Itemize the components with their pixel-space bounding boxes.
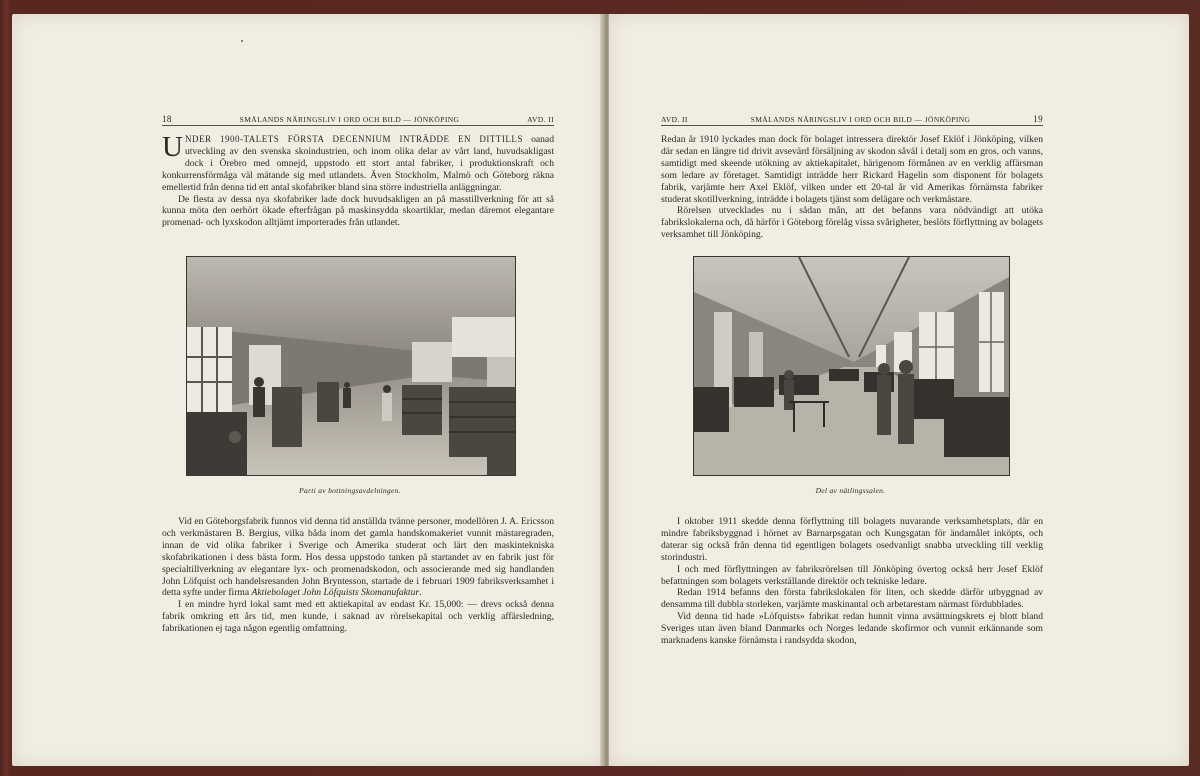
running-title: SMÅLANDS NÄRINGSLIV I ORD OCH BILD — JÖNKÖPING: [750, 115, 971, 124]
paragraph: Vid denna tid hade »Löfquists» fabrikat redan hunnit vinna avsättningskrets ej blott bland Sveriges utan även bland Danmarks och Norges ledande skofirmor och vunnit erkännande som marknadens kanske förnämsta i randsydda skodon,: [661, 611, 1043, 647]
drop-cap: U: [162, 131, 183, 163]
paragraph: Rörelsen utvecklades nu i sådan mån, att det befanns vara nödvändigt att utöka fabrikslokalerna och, då härför i Göteborg förelåg vissa svårigheter, beslöts förflyttning av bolagets verksamhet till Jönköping.: [661, 205, 1043, 241]
photo-caption: Parti av bottningsavdelningen.: [299, 486, 401, 495]
paragraph: I oktober 1911 skedde denna förflyttning till bolagets nuvarande verksamhetsplats, där en mindre fabriksbyggnad i hörnet av Barnarpsgatan och Kungsgatan för ändamålet inköpts, och daterar sig också från denna tid egentligen bolagets osedvanligt snabba utveckling till verklig storindustri.: [661, 516, 1043, 563]
left-intro-text: [162, 131, 554, 229]
page-number: 19: [1033, 114, 1043, 124]
left-page: [12, 14, 604, 766]
intro-text: oanad utveckling av den svenska skoindustrien, och inom olika delar av vårt land, huvudsakligast dock i Örebro med omnejd, uppstodo ett stort antal fabriker, i produktionskraft och konkurrensförmåga väl mätande sig med utlandets. Även Stockholm, Malmö och Göteborg räkna emellertid från denna tid ett antal skofabriker bland sina större industriella anläggningar.: [162, 134, 554, 193]
photo-caption: Del av nätlingssalen.: [815, 486, 886, 495]
paragraph: I en mindre hyrd lokal samt med ett aktiekapital av endast Kr. 15,000: — drevs också denna fabrik omkring ett års tid, men kunde, i saknad av rörelsekapital och verklig affärsledning, fabrikationen ej taga någon egentlig omfattning.: [162, 599, 554, 635]
right-page-header: [661, 110, 1043, 126]
paragraph-end: .: [419, 587, 422, 599]
paragraph-text: Vid en Göteborgsfabrik funnos vid denna tid anställda tvänne personer, modellören J. A. Ericsson och verkmästaren B. Bergius, vilka båda inom det gamla handskomakeriet vunnit mästaregraden, innan de vid olika fabriker i Sverige och Amerika studerat och lärt den maskintekniska skofabrikationen i dess bästa form. Hos dessa uppstodo tanken på startandet av en fabrik just för specialtillverkning av elegantare lyx- och promenadskodon, och associerande med sig handlanden John Löfquist och handelsresanden John Bryntesson, startade de i februari 1909 fabriksverksamhet i detta syfte under firma: [162, 516, 554, 599]
left-body-text: [162, 516, 554, 635]
right-intro-text: [661, 134, 1043, 241]
intro-lead: NDER 1900-TALETS FÖRSTA DECENNIUM INTRÄDDE EN DITTILLS: [184, 134, 523, 144]
paragraph: De flesta av dessa nya skofabriker lade dock huvudsakligen an på masstillverkning för att så kunna möta den oerhört ökade efterfrågan på maskinsydda skoartiklar, medan däremot elegantare promenad- och lyxskodon alltjämt importerades från utlandet.: [162, 193, 554, 229]
paragraph: Redan 1914 befanns den första fabrikslokalen för liten, och skedde därför utbyggnad av densamma till dubbla storleken, varjämte maskinantal och arbetarestam närmast fördubblades.: [661, 587, 1043, 611]
paragraph: [162, 516, 554, 599]
section-label: AVD. II: [661, 115, 688, 124]
paragraph: I och med förflyttningen av fabriksrörelsen till Jönköping övertog också herr Josef Eklöf befattningen som bolagets verkställande direktör och tekniske ledare.: [661, 563, 1043, 587]
right-body-text: [661, 516, 1043, 647]
paragraph: Redan år 1910 lyckades man dock för bolaget intressera direktör Josef Eklöf i Jönköping, vilken där sedan en längre tid drivit avsevärd försäljning av skodon såväl i detalj som en gros, och vanns, samtidigt med skeende utökning av aktiekapitalet, härigenom förmånen av en verklig affärsman som ledare av företaget. Samtidigt inträdde herr Rickard Hagelin som disponent för bolagets fabrik, varjämte herr Axel Eklöf, vilken under ett 20-tal år vid Amerikas förnämsta fabriker studerat skotillverkning, inträdde i bolagets tjänst som delägare och verkmästare.: [661, 134, 1043, 205]
company-name: Aktiebolaget John Löfquists Skomanufaktur: [251, 587, 420, 599]
page-number: 18: [162, 114, 172, 124]
left-page-header: [162, 110, 554, 126]
factory-photo-bottoming: [186, 256, 516, 476]
factory-photo-sewing: [693, 256, 1010, 476]
intro-paragraph: [162, 131, 554, 194]
right-page: [609, 14, 1189, 766]
section-label: AVD. II: [527, 115, 554, 124]
running-title: SMÅLANDS NÄRINGSLIV I ORD OCH BILD — JÖNKÖPING: [239, 115, 460, 124]
paper-speck: [241, 40, 243, 42]
